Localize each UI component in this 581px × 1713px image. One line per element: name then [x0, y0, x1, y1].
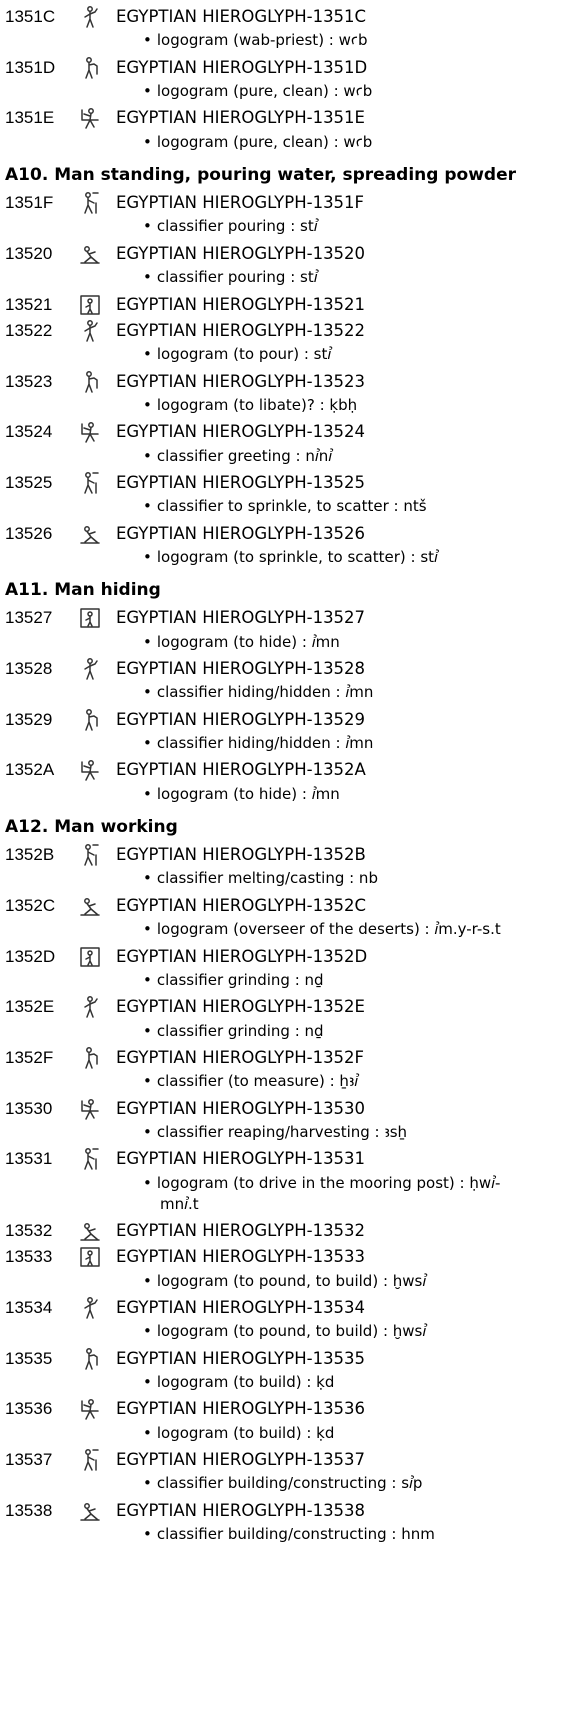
- annotation: [143, 1371, 575, 1393]
- annotation-text: logogram (to pound, to build) : ḫwsꞽ: [156, 1271, 427, 1290]
- section-heading: A11. Man hiding: [5, 580, 161, 601]
- code-point: 13520: [5, 243, 53, 263]
- man-scattering-glyph: [76, 521, 104, 547]
- character-name: EGYPTIAN HIEROGLYPH-13532: [116, 1221, 366, 1240]
- bullet-marker: •: [143, 345, 152, 364]
- man-greeting-glyph: [76, 419, 104, 445]
- annotation-text: classifier building/constructing : sꞽp: [156, 1474, 423, 1493]
- bullet-marker: •: [143, 734, 152, 752]
- annotation-text: classifier pouring : stꞽ: [156, 268, 318, 287]
- man-pouring-libation-glyph: [76, 318, 104, 344]
- man-pounding-wall-glyph: [76, 1295, 104, 1321]
- annotation: [143, 681, 575, 703]
- bullet-marker: •: [143, 869, 152, 888]
- annotation: [143, 867, 575, 889]
- character-name: EGYPTIAN HIEROGLYPH-1352D: [116, 946, 368, 966]
- bullet-marker: •: [143, 1373, 152, 1391]
- annotation: [143, 1070, 575, 1092]
- annotation-text: classifier hiding/hidden : ꞽmn: [156, 734, 374, 752]
- annotation: [143, 1270, 575, 1292]
- character-name: EGYPTIAN HIEROGLYPH-1352A: [116, 760, 366, 780]
- bullet-marker: •: [143, 268, 152, 287]
- code-point: 1352C: [5, 895, 56, 915]
- annotation-text: logogram (pure, clean) : wꜥb: [156, 132, 373, 151]
- bullet-marker: •: [143, 970, 152, 989]
- annotation: [143, 783, 575, 805]
- man-pouring-jar-glyph: [76, 241, 104, 267]
- code-point: 1352A: [5, 760, 55, 780]
- bullet-marker: •: [143, 217, 152, 236]
- annotation-text: classifier reaping/harvesting : ꜣsẖ: [156, 1122, 408, 1141]
- man-pouring-glyph: [76, 190, 104, 216]
- man-building-wall-glyph: [76, 1346, 104, 1372]
- code-point: 13522: [5, 320, 53, 340]
- code-point: 13529: [5, 709, 53, 729]
- character-name: EGYPTIAN HIEROGLYPH-1351C: [116, 7, 367, 26]
- character-name: EGYPTIAN HIEROGLYPH-13523: [116, 371, 366, 391]
- code-point: 1352D: [5, 946, 56, 966]
- code-point: 13536: [5, 1399, 53, 1419]
- annotation: [143, 1020, 575, 1042]
- annotation: [143, 445, 575, 467]
- code-point: 13528: [5, 659, 53, 678]
- character-name: EGYPTIAN HIEROGLYPH-13531: [116, 1149, 366, 1169]
- code-point: 13523: [5, 371, 53, 391]
- seated-overseer-glyph: [76, 893, 104, 919]
- code-point: 13527: [5, 608, 53, 628]
- code-point: 13537: [5, 1450, 53, 1470]
- annotation: [143, 394, 575, 416]
- man-behind-wall-glyph: [76, 605, 104, 631]
- man-constructing-wall-glyph: [76, 1396, 104, 1422]
- man-pouring-water-glyph: [76, 292, 104, 318]
- section-heading: A10. Man standing, pouring water, spreading powder: [5, 165, 517, 186]
- annotation-text: logogram (to libate)? : ḳbḥ: [156, 395, 358, 414]
- bullet-marker: •: [143, 683, 152, 702]
- character-name: EGYPTIAN HIEROGLYPH-13526: [116, 523, 366, 543]
- bullet-marker: •: [143, 1322, 152, 1341]
- annotation: [143, 343, 575, 365]
- annotation-text: logogram (to hide) : ꞽmn: [156, 632, 340, 651]
- annotation-text: classifier greeting : nꞽnꞽ: [156, 446, 333, 465]
- annotation: [143, 1422, 575, 1444]
- character-name: EGYPTIAN HIEROGLYPH-13535: [116, 1348, 366, 1368]
- annotation: [143, 131, 575, 153]
- code-point: 13534: [5, 1298, 53, 1317]
- code-point: 1351E: [5, 108, 55, 128]
- man-reaping-glyph: [76, 1096, 104, 1122]
- man-grinding-glyph: [76, 944, 104, 970]
- annotation: [143, 80, 575, 102]
- bullet-marker: •: [143, 632, 152, 651]
- code-point: 13538: [5, 1500, 53, 1520]
- code-point: 1351F: [5, 193, 54, 213]
- character-name: EGYPTIAN HIEROGLYPH-13521: [116, 294, 366, 314]
- annotation-text: classifier to sprinkle, to scatter : ntš: [156, 497, 427, 516]
- bullet-marker: •: [143, 1474, 152, 1493]
- code-point: 13525: [5, 472, 53, 492]
- annotation-text: classifier melting/casting : nb: [156, 869, 378, 888]
- bullet-marker: •: [143, 1271, 152, 1290]
- man-building-glyph: [76, 1218, 104, 1244]
- annotation-text: classifier (to measure) : ẖꜣꞽ: [156, 1072, 359, 1091]
- annotation: [143, 732, 575, 754]
- character-name: EGYPTIAN HIEROGLYPH-13525: [116, 472, 366, 492]
- man-driving-post-glyph: [76, 1146, 104, 1172]
- annotation-text: logogram (to pour) : stꞽ: [156, 345, 332, 364]
- annotation: [143, 1172, 575, 1194]
- bullet-marker: •: [143, 132, 152, 151]
- character-name: EGYPTIAN HIEROGLYPH-1352F: [116, 1047, 365, 1067]
- annotation-text: classifier grinding : nḏ: [156, 970, 324, 989]
- code-point: 1352E: [5, 997, 55, 1017]
- code-point: 13535: [5, 1348, 53, 1368]
- man-building-brick-wall-glyph: [76, 1498, 104, 1524]
- man-casting-metal-glyph: [76, 842, 104, 868]
- character-name: EGYPTIAN HIEROGLYPH-13530: [116, 1098, 366, 1118]
- annotation-text: classifier hiding/hidden : ꞽmn: [156, 683, 374, 702]
- code-point: 13526: [5, 523, 53, 543]
- man-measuring-glyph: [76, 1045, 104, 1071]
- character-name: EGYPTIAN HIEROGLYPH-13533: [116, 1247, 366, 1267]
- character-name: EGYPTIAN HIEROGLYPH-13527: [116, 608, 366, 628]
- bullet-marker: •: [143, 446, 152, 465]
- bullet-marker: •: [143, 547, 152, 566]
- bullet-marker: •: [143, 395, 152, 414]
- man-libating-glyph: [76, 369, 104, 395]
- bullet-marker: •: [143, 497, 152, 516]
- annotation: [143, 1472, 575, 1494]
- character-name: EGYPTIAN HIEROGLYPH-13537: [116, 1450, 366, 1470]
- code-point: 1352F: [5, 1047, 54, 1067]
- priest-with-vessel-glyph: [76, 4, 104, 30]
- character-name: EGYPTIAN HIEROGLYPH-13534: [116, 1298, 366, 1317]
- character-name: EGYPTIAN HIEROGLYPH-13529: [116, 709, 366, 729]
- annotation: [143, 495, 575, 517]
- character-name: EGYPTIAN HIEROGLYPH-13536: [116, 1399, 366, 1419]
- code-point: 13531: [5, 1149, 53, 1169]
- annotation: [143, 215, 575, 237]
- character-name: EGYPTIAN HIEROGLYPH-13524: [116, 422, 366, 442]
- annotation: [143, 266, 575, 288]
- annotation-text: logogram (to pound, to build) : ḫwsꞽ: [156, 1322, 427, 1341]
- character-name: EGYPTIAN HIEROGLYPH-13520: [116, 243, 366, 263]
- annotation-text: logogram (wab-priest) : wꜥb: [156, 31, 368, 50]
- man-concealed-glyph: [76, 707, 104, 733]
- bullet-marker: •: [143, 82, 152, 100]
- bullet-marker: •: [143, 1423, 152, 1442]
- annotation: [143, 1320, 575, 1342]
- code-point: 13524: [5, 422, 53, 442]
- annotation-continuation: mnꞽ.t: [160, 1195, 199, 1213]
- character-name: EGYPTIAN HIEROGLYPH-1352C: [116, 895, 367, 915]
- bullet-marker: •: [143, 1072, 152, 1091]
- character-name: EGYPTIAN HIEROGLYPH-1351E: [116, 108, 365, 128]
- annotation: [143, 1121, 575, 1143]
- annotation-text: logogram (to hide) : ꞽmn: [156, 784, 340, 803]
- code-point: 13521: [5, 294, 53, 314]
- character-name: EGYPTIAN HIEROGLYPH-13528: [116, 659, 366, 678]
- annotation-text: logogram (to build) : ḳd: [156, 1423, 335, 1442]
- annotation-text: classifier building/constructing : hnm: [156, 1525, 435, 1544]
- character-name: EGYPTIAN HIEROGLYPH-1351F: [116, 193, 365, 213]
- annotation: [143, 969, 575, 991]
- man-grinding-kneeling-glyph: [76, 994, 104, 1020]
- code-point: 1352B: [5, 845, 55, 865]
- annotation-text: logogram (to sprinkle, to scatter) : stꞽ: [156, 547, 438, 566]
- bullet-marker: •: [143, 784, 152, 803]
- annotation: [143, 918, 575, 940]
- annotation: [143, 546, 575, 568]
- crouching-man-hiding-glyph: [76, 757, 104, 783]
- man-sprinkling-glyph: [76, 470, 104, 496]
- man-washing-glyph: [76, 105, 104, 131]
- annotation-text: classifier grinding : nḏ: [156, 1021, 324, 1040]
- character-name: EGYPTIAN HIEROGLYPH-1352E: [116, 997, 365, 1017]
- code-point: 1351D: [5, 57, 56, 77]
- bullet-marker: •: [143, 1525, 152, 1544]
- annotation-text: classifier pouring : stꞽ: [156, 217, 318, 236]
- bullet-marker: •: [143, 1122, 152, 1141]
- annotation-text: logogram (pure, clean) : wꜥb: [156, 82, 373, 100]
- man-between-walls-glyph: [76, 1447, 104, 1473]
- section-heading: A12. Man working: [5, 817, 178, 838]
- annotation-text: logogram (to build) : ḳd: [156, 1373, 335, 1391]
- character-name: EGYPTIAN HIEROGLYPH-1351D: [116, 57, 368, 77]
- bullet-marker: •: [143, 920, 152, 939]
- character-name: EGYPTIAN HIEROGLYPH-13522: [116, 320, 366, 340]
- character-name: EGYPTIAN HIEROGLYPH-13538: [116, 1500, 366, 1520]
- annotation: [143, 1523, 575, 1545]
- annotation-text: logogram (to drive in the mooring post) : ḥwꞽ-: [156, 1173, 501, 1192]
- annotation: [143, 29, 575, 51]
- annotation: [143, 631, 575, 653]
- bullet-marker: •: [143, 31, 152, 50]
- annotation-text: logogram (overseer of the deserts) : ꞽm.y-r-s.t: [156, 920, 501, 939]
- man-pounding-glyph: [76, 1244, 104, 1270]
- bullet-marker: •: [143, 1173, 152, 1192]
- man-hidden-glyph: [76, 656, 104, 682]
- code-point: 1351C: [5, 7, 56, 26]
- code-point: 13530: [5, 1098, 53, 1118]
- code-point: 13533: [5, 1247, 53, 1267]
- bullet-marker: •: [143, 1021, 152, 1040]
- code-point: 13532: [5, 1221, 53, 1240]
- man-under-water-jars-glyph: [76, 55, 104, 81]
- character-name: EGYPTIAN HIEROGLYPH-1352B: [116, 845, 366, 865]
